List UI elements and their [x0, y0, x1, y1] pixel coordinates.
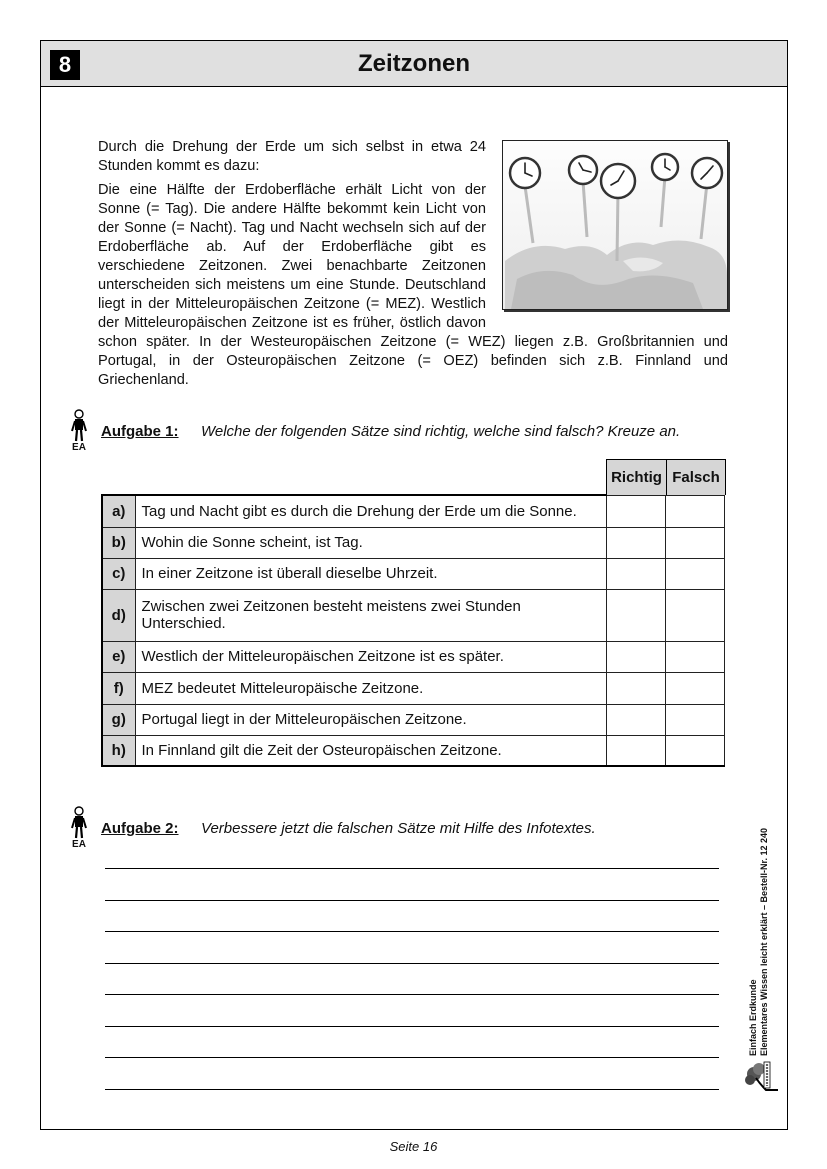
- answer-column-headers: [606, 459, 726, 495]
- sheet-number: 8: [50, 50, 80, 80]
- row-statement: Tag und Nacht gibt es durch die Drehung der Erde um die Sonne.: [135, 495, 607, 527]
- falsch-checkbox[interactable]: [666, 558, 725, 589]
- row-statement: MEZ bedeutet Mitteleuropäische Zeitzone.: [135, 672, 607, 704]
- row-statement: Portugal liegt in der Mitteleuropäischen Zeitzone.: [135, 704, 607, 735]
- answer-line[interactable]: [105, 931, 719, 963]
- row-letter: d): [102, 589, 135, 641]
- task-2-badge: EA: [72, 839, 86, 850]
- answer-lines: [105, 868, 719, 1091]
- table-row: [102, 704, 725, 735]
- table-row: [102, 527, 725, 558]
- richtig-checkbox[interactable]: [607, 704, 666, 735]
- row-letter: h): [102, 735, 135, 766]
- task-1-instruction: Welche der folgenden Sätze sind richtig, welche sind falsch? Kreuze an.: [201, 423, 681, 440]
- answer-line[interactable]: [105, 1057, 719, 1089]
- richtig-checkbox[interactable]: [607, 527, 666, 558]
- row-letter: a): [102, 495, 135, 527]
- falsch-checkbox[interactable]: [666, 527, 725, 558]
- task-1-label: Aufgabe 1: [101, 423, 174, 440]
- row-letter: f): [102, 672, 135, 704]
- row-statement: Wohin die Sonne scheint, ist Tag.: [135, 527, 607, 558]
- task-1-badge: EA: [72, 442, 86, 453]
- row-letter: g): [102, 704, 135, 735]
- falsch-checkbox[interactable]: [666, 495, 725, 527]
- table-row: [102, 672, 725, 704]
- publisher-sidebar: [742, 756, 792, 1092]
- richtig-checkbox[interactable]: [607, 641, 666, 672]
- richtig-checkbox[interactable]: [607, 495, 666, 527]
- publisher-tree-logo: [744, 1060, 780, 1092]
- row-letter: e): [102, 641, 135, 672]
- task-1-title: [101, 423, 179, 440]
- column-falsch: Falsch: [666, 460, 725, 495]
- table-row: [102, 589, 725, 641]
- row-statement: Westlich der Mitteleuropäischen Zeitzone ist es später.: [135, 641, 607, 672]
- task-2-heading: [70, 806, 750, 850]
- row-letter: b): [102, 527, 135, 558]
- table-row: [102, 495, 725, 527]
- sidebar-series: Einfach Erdkunde: [748, 979, 758, 1056]
- falsch-checkbox[interactable]: [666, 704, 725, 735]
- sidebar-text: [748, 828, 770, 1056]
- page-title: Zeitzonen: [358, 50, 470, 77]
- row-statement: Zwischen zwei Zeitzonen besteht meistens zwei Stunden Unterschied.: [135, 589, 607, 641]
- intro-paragraph-2: Die eine Hälfte der Erdoberfläche erhält Licht von der Sonne (= Tag). Die andere Hälfte bekommt kein Licht von der Sonne (= Nacht). Tag und Nacht wechseln sich auf der Erdoberfläche ab. Auf der Erdoberfläche gibt es verschiedene Zeitzonen. Zwei benachbarte Zeitzonen unterscheiden sich meistens um eine Stunde. Deutschland liegt in der Mitteleuropäischen Zeitzone (= MEZ). Westlich der Mitteleuropäischen Zeitzone ist es früher, östlich davon schon später. In der Westeuropäischen Zeitzone (= WEZ) liegen z.B. Großbritannien und Portugal, in der Osteuropäischen Zeitzone (= OEZ) befinden sich z.B. Finnland und Griechenland.: [98, 182, 728, 388]
- answer-line[interactable]: [105, 900, 719, 932]
- true-false-table: [101, 494, 725, 767]
- world-clocks-photo: [502, 140, 728, 310]
- intro-text: [98, 138, 728, 395]
- task-2-label: Aufgabe 2: [101, 820, 174, 837]
- answer-line[interactable]: [105, 868, 719, 900]
- richtig-checkbox[interactable]: [607, 735, 666, 766]
- answer-line[interactable]: [105, 1089, 719, 1091]
- sidebar-subtitle: Elementares Wissen leicht erklärt – Bestell-Nr. 12 240: [759, 827, 769, 1056]
- task-2-instruction: Verbessere jetzt die falschen Sätze mit Hilfe des Infotextes.: [201, 820, 596, 837]
- page-number: Seite 16: [389, 1139, 438, 1154]
- task-2-title: [101, 820, 179, 837]
- row-statement: In Finnland gilt die Zeit der Osteuropäischen Zeitzone.: [135, 735, 607, 766]
- answer-line[interactable]: [105, 1026, 719, 1058]
- row-letter: c): [102, 558, 135, 589]
- intro-paragraph-1: Durch die Drehung der Erde um sich selbst in etwa 24 Stunden kommt es dazu:: [98, 139, 486, 174]
- answer-line[interactable]: [105, 963, 719, 995]
- row-statement: In einer Zeitzone ist überall dieselbe Uhrzeit.: [135, 558, 607, 589]
- table-row: [102, 735, 725, 766]
- task-1-heading: [70, 409, 750, 453]
- clocks-illustration: [503, 141, 728, 310]
- falsch-checkbox[interactable]: [666, 589, 725, 641]
- richtig-checkbox[interactable]: [607, 672, 666, 704]
- table-row: [102, 558, 725, 589]
- column-richtig: Richtig: [611, 469, 662, 486]
- header-bar: [41, 41, 787, 87]
- falsch-checkbox[interactable]: [666, 672, 725, 704]
- task-1-colon: :: [173, 423, 179, 440]
- falsch-checkbox[interactable]: [666, 735, 725, 766]
- table-row: [102, 641, 725, 672]
- task-2-colon: :: [173, 820, 179, 837]
- richtig-checkbox[interactable]: [607, 589, 666, 641]
- falsch-checkbox[interactable]: [666, 641, 725, 672]
- richtig-checkbox[interactable]: [607, 558, 666, 589]
- answer-line[interactable]: [105, 994, 719, 1026]
